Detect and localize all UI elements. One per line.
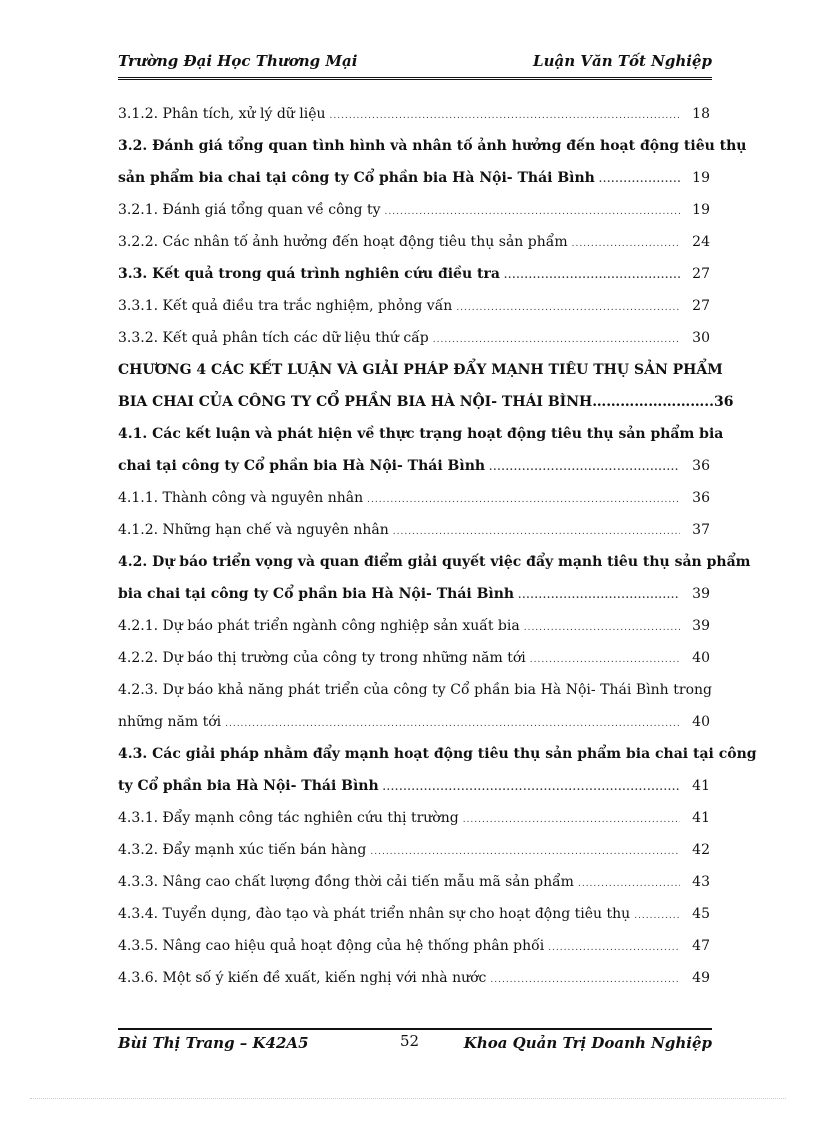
toc-entry-text-line1: 4.2. Dự báo triển vọng và quan điểm giải quyết việc đẩy mạnh tiêu thụ sản phẩm (118, 554, 751, 570)
toc-entry-text: 4.3.4. Tuyển dụng, đào tạo và phát triển nhân sự cho hoạt động tiêu thụ (118, 906, 631, 922)
toc-entry-4-3-6 (118, 962, 712, 994)
toc-page-number: 36 (692, 490, 710, 506)
page-footer (118, 1034, 712, 1058)
toc-page-number: 39 (692, 586, 710, 602)
toc-entry-text: 4.2.1. Dự báo phát triển ngành công nghiệp sản xuất bia (118, 618, 520, 634)
toc-page-number: 36 (692, 458, 710, 474)
toc-entry-text: 3.3. Kết quả trong quá trình nghiên cứu điều tra (118, 266, 500, 282)
toc-entry-3-2 (118, 130, 747, 194)
footer-author: Bùi Thị Trang – K42A5 (118, 1034, 309, 1052)
toc-entry-text-line1: 4.2.3. Dự báo khả năng phát triển của công ty Cổ phần bia Hà Nội- Thái Bình trong (118, 682, 712, 698)
footer-page-number: 52 (400, 1032, 420, 1050)
toc-entry-4-1 (118, 418, 724, 482)
toc-entry-text-line2: chai tại công ty Cổ phần bia Hà Nội- Thái Bình (118, 458, 486, 474)
toc-entry-4-1-2 (118, 514, 712, 546)
toc-entry-3-3 (118, 258, 712, 290)
toc-entry-3-2-1 (118, 194, 712, 226)
toc-page-number: 45 (692, 906, 710, 922)
toc-page-number: 19 (692, 202, 710, 218)
toc-entry-4-2-1 (118, 610, 712, 642)
toc-entry-text: 3.2.1. Đánh giá tổng quan về công ty (118, 202, 381, 218)
toc-entry-text: 3.1.2. Phân tích, xử lý dữ liệu (118, 106, 326, 122)
toc-entry-text: 4.1.2. Những hạn chế và nguyên nhân (118, 522, 389, 538)
header-rule (118, 77, 712, 81)
toc-page-number: 27 (692, 298, 710, 314)
toc-entry-text: 4.3.1. Đẩy mạnh công tác nghiên cứu thị trường (118, 810, 459, 826)
toc-entry-text: 3.2.2. Các nhân tố ảnh hưởng đến hoạt động tiêu thụ sản phẩm (118, 234, 568, 250)
toc-entry-4-1-1 (118, 482, 712, 514)
footer-faculty: Khoa Quản Trị Doanh Nghiệp (463, 1034, 712, 1052)
toc-chapter-4 (118, 354, 734, 418)
toc-entry-4-3-2 (118, 834, 712, 866)
toc-page-number: 41 (692, 810, 710, 826)
toc-entry-text-line2: bia chai tại công ty Cổ phần bia Hà Nội- Thái Bình (118, 586, 515, 602)
toc-page-number: 43 (692, 874, 710, 890)
toc-page-number: 37 (692, 522, 710, 538)
toc-entry-4-3 (118, 738, 757, 802)
toc-page-number: 41 (692, 778, 710, 794)
toc-entry-text: 4.1.1. Thành công và nguyên nhân (118, 490, 364, 506)
toc-entry-text-line2: những năm tới (118, 714, 222, 730)
toc-entry-3-2-2 (118, 226, 712, 258)
toc-entry-text: 4.3.3. Nâng cao chất lượng đồng thời cải tiến mẫu mã sản phẩm (118, 874, 574, 890)
toc-page-number: 42 (692, 842, 710, 858)
toc-entry-text-line1: 3.2. Đánh giá tổng quan tình hình và nhân tố ảnh hưởng đến hoạt động tiêu thụ (118, 138, 747, 154)
page-bottom-divider (30, 1098, 786, 1099)
toc-entry-4-3-4 (118, 898, 712, 930)
header-thesis-label: Luận Văn Tốt Nghiệp (533, 52, 712, 70)
toc-entry-text-line2: ty Cổ phần bia Hà Nội- Thái Bình (118, 778, 379, 794)
chapter-title-line2: BIA CHAI CỦA CÔNG TY CỔ PHẦN BIA HÀ NỘI- THÁI BÌNH……………………..36 (118, 394, 734, 410)
toc-page-number: 47 (692, 938, 710, 954)
toc-page-number: 40 (692, 650, 710, 666)
toc-entry-4-2-3 (118, 674, 712, 738)
toc-page-number: 27 (692, 266, 710, 282)
toc-page-number: 18 (692, 106, 710, 122)
toc-entry-3-3-1 (118, 290, 712, 322)
toc-page-number: 40 (692, 714, 710, 730)
toc-entry-4-3-1 (118, 802, 712, 834)
toc-entry-4-3-5 (118, 930, 712, 962)
toc-page-number: 30 (692, 330, 710, 346)
toc-entry-text-line2: sản phẩm bia chai tại công ty Cổ phần bia Hà Nội- Thái Bình (118, 170, 595, 186)
toc-entry-3-3-2 (118, 322, 712, 354)
toc-entry-4-2-2 (118, 642, 712, 674)
toc-entry-text-line1: 4.3. Các giải pháp nhằm đẩy mạnh hoạt động tiêu thụ sản phẩm bia chai tại công (118, 746, 757, 762)
toc-entry-text: 3.3.1. Kết quả điều tra trắc nghiệm, phỏng vấn (118, 298, 453, 314)
toc-entry-3-1-2 (118, 98, 712, 130)
toc-entry-4-2 (118, 546, 751, 610)
toc-entry-text: 4.2.2. Dự báo thị trường của công ty trong những năm tới (118, 650, 526, 666)
header-university: Trường Đại Học Thương Mại (118, 52, 358, 70)
toc-page-number: 24 (692, 234, 710, 250)
footer-rule (118, 1028, 712, 1030)
toc-entry-4-3-3 (118, 866, 712, 898)
toc-page-number: 19 (692, 170, 710, 186)
toc-entry-text: 4.3.5. Nâng cao hiệu quả hoạt động của hệ thống phân phối (118, 938, 545, 954)
toc-entry-text: 4.3.2. Đẩy mạnh xúc tiến bán hàng (118, 842, 367, 858)
toc-page-number: 49 (692, 970, 710, 986)
toc-entry-text: 4.3.6. Một số ý kiến đề xuất, kiến nghị với nhà nước (118, 970, 487, 986)
table-of-contents (118, 98, 757, 994)
toc-entry-text-line1: 4.1. Các kết luận và phát hiện về thực trạng hoạt động tiêu thụ sản phẩm bia (118, 426, 724, 442)
toc-entry-text: 3.3.2. Kết quả phân tích các dữ liệu thứ cấp (118, 330, 429, 346)
toc-page-number: 39 (692, 618, 710, 634)
page-header (118, 50, 712, 74)
chapter-title-line1: CHƯƠNG 4 CÁC KẾT LUẬN VÀ GIẢI PHÁP ĐẨY MẠNH TIÊU THỤ SẢN PHẨM (118, 362, 723, 378)
